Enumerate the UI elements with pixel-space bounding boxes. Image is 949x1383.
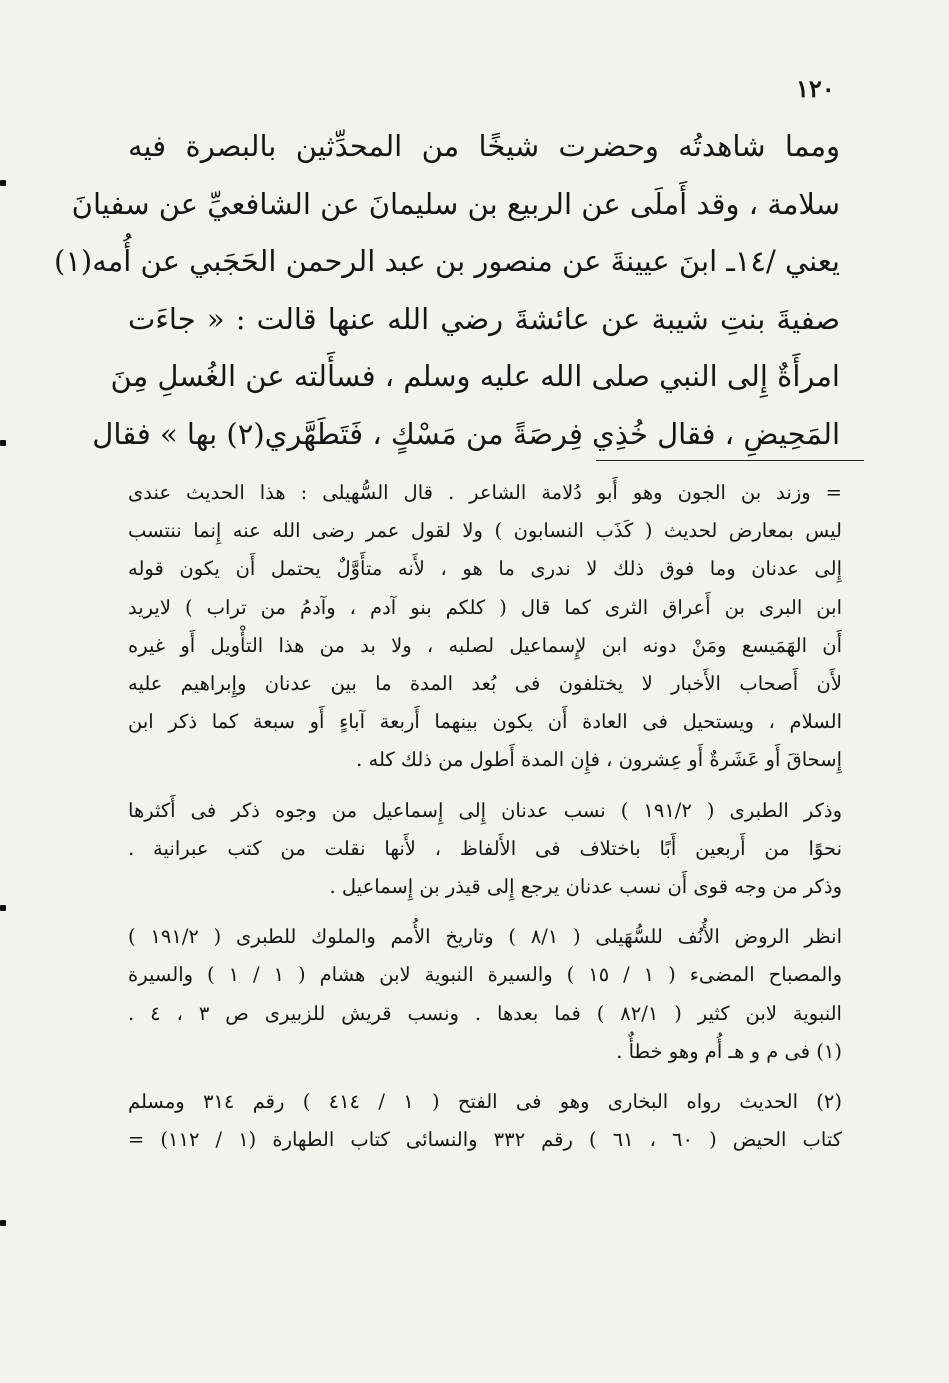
footnote-block (128, 474, 842, 780)
main-line: يعني /١٤ـ ابنَ عيينةَ عن منصور بن عبد الرحمن الحَجَبي عن أُمه(١) (53, 244, 840, 278)
main-line: المَحِيضِ ، فقال خُذِي فِرصَةً من مَسْكٍ ، فَتَطَهَّري(٢) بها » فقال (92, 416, 840, 451)
margin-mark (0, 1220, 6, 1226)
footnote-line: ابن البرى بن أَعراق الثرى كما قال ( كلكم بنو آدم ، وآدمُ من تراب ) لايريد (128, 595, 842, 619)
footnote-line: انظر الروض الأُنُف للسُّهَيلى ( ٨/١ ) وتاريخ الأُمم والملوك للطبرى ( ١٩١/٢ ) (128, 925, 843, 949)
footnote-divider (596, 460, 864, 461)
main-line: ومما شاهدتُه وحضرت شيخًا من المحدِّثين بالبصرة فيه (128, 129, 840, 163)
footnote-line: = وزند بن الجون وهو أَبو دُلامة الشاعر . قال السُّهيلى : هذا الحديث عندى (128, 481, 842, 504)
footnote-line: لأَن أَصحاب الأَخبار لا يختلفون فى بُعد المدة ما بين عدنان وإِبراهيم عليه (128, 672, 842, 696)
footnote-line: نحوًا من أَربعين أَبًا باختلاف فى الأَلفاظ ، لأَنها نقلت من كتب عبرانية . (128, 836, 842, 860)
footnote-line: إِلى عدنان وما فوق ذلك لا ندرى ما هو ، لأَنه متأَوَّلٌ يحتمل أَن يكون قوله (128, 557, 842, 581)
page-number: ١٢٠ (796, 74, 835, 103)
footnote-block (128, 1083, 842, 1159)
footnote-line: إِسحاقَ أَو عَشَرةٌ أَو عِشرون ، فإِن المدة أَطول من ذلك كله . (356, 748, 842, 772)
main-text (53, 118, 840, 463)
footnote-line: (٢) الحديث رواه البخارى وهو فى الفتح ( ١ / ٤١٤ ) رقم ٣١٤ ومسلم (128, 1090, 843, 1114)
margin-mark (0, 180, 6, 186)
footnote-line: والمصباح المضىء ( ١ / ١٥ ) والسيرة النبوية لابن هشام ( ١ / ١ ) والسيرة (128, 963, 842, 987)
footnote-line: وذكر الطبرى ( ١٩١/٢ ) نسب عدنان إِلى إِسماعيل من وجوه ذكر فى أَكثرها (128, 798, 843, 822)
margin-mark (0, 440, 6, 446)
margin-mark (0, 905, 6, 911)
footnote-block (128, 792, 842, 907)
footnote-line: (١) فى م و هـ أُم وهو خطأٌ . (616, 1039, 842, 1063)
footnote-line: السلام ، ويستحيل فى العادة أَن يكون بينهما أَربعة آباءٍ أَو سبعة كما ذكر ابن (128, 710, 842, 734)
main-line: امرأَةٌ إِلى النبي صلى الله عليه وسلم ، فسأَلته عن الغُسلِ مِنَ (110, 359, 840, 393)
footnote-block (128, 918, 842, 1071)
footnote-line: وذكر من وجه قوى أَن نسب عدنان يرجع إِلى قيذر بن إِسماعيل . (329, 875, 842, 899)
footnote-line: النبوية لابن كثير ( ٨٢/١ ) فما بعدها . ونسب قريش للزبيرى ص ٣ ، ٤ . (128, 1001, 842, 1025)
footnote-line: كتاب الحيض ( ٦٠ ، ٦١ ) رقم ٣٣٢ والنسائى كتاب الطهارة (١ / ١١٢) = (128, 1128, 843, 1152)
main-line: صفيةَ بنتِ شيبة عن عائشةَ رضي الله عنها قالت : « جاءَت (128, 301, 840, 336)
footnote-line: ليس بمعارض لحديث ( كَذَب النسابون ) ولا لقول عمر رضى الله عنه إِنما ننتسب (128, 519, 842, 543)
footnote-line: أَن الهَمَيسع ومَنْ دونه ابن لإِسماعيل لصلبه ، ولا بد من هذا التأْويل أَو غيره (128, 633, 842, 657)
main-line: سلامة ، وقد أَملَى عن الربيع بن سليمانَ عن الشافعيِّ عن سفيانَ (71, 186, 840, 221)
footnotes (128, 474, 842, 1171)
